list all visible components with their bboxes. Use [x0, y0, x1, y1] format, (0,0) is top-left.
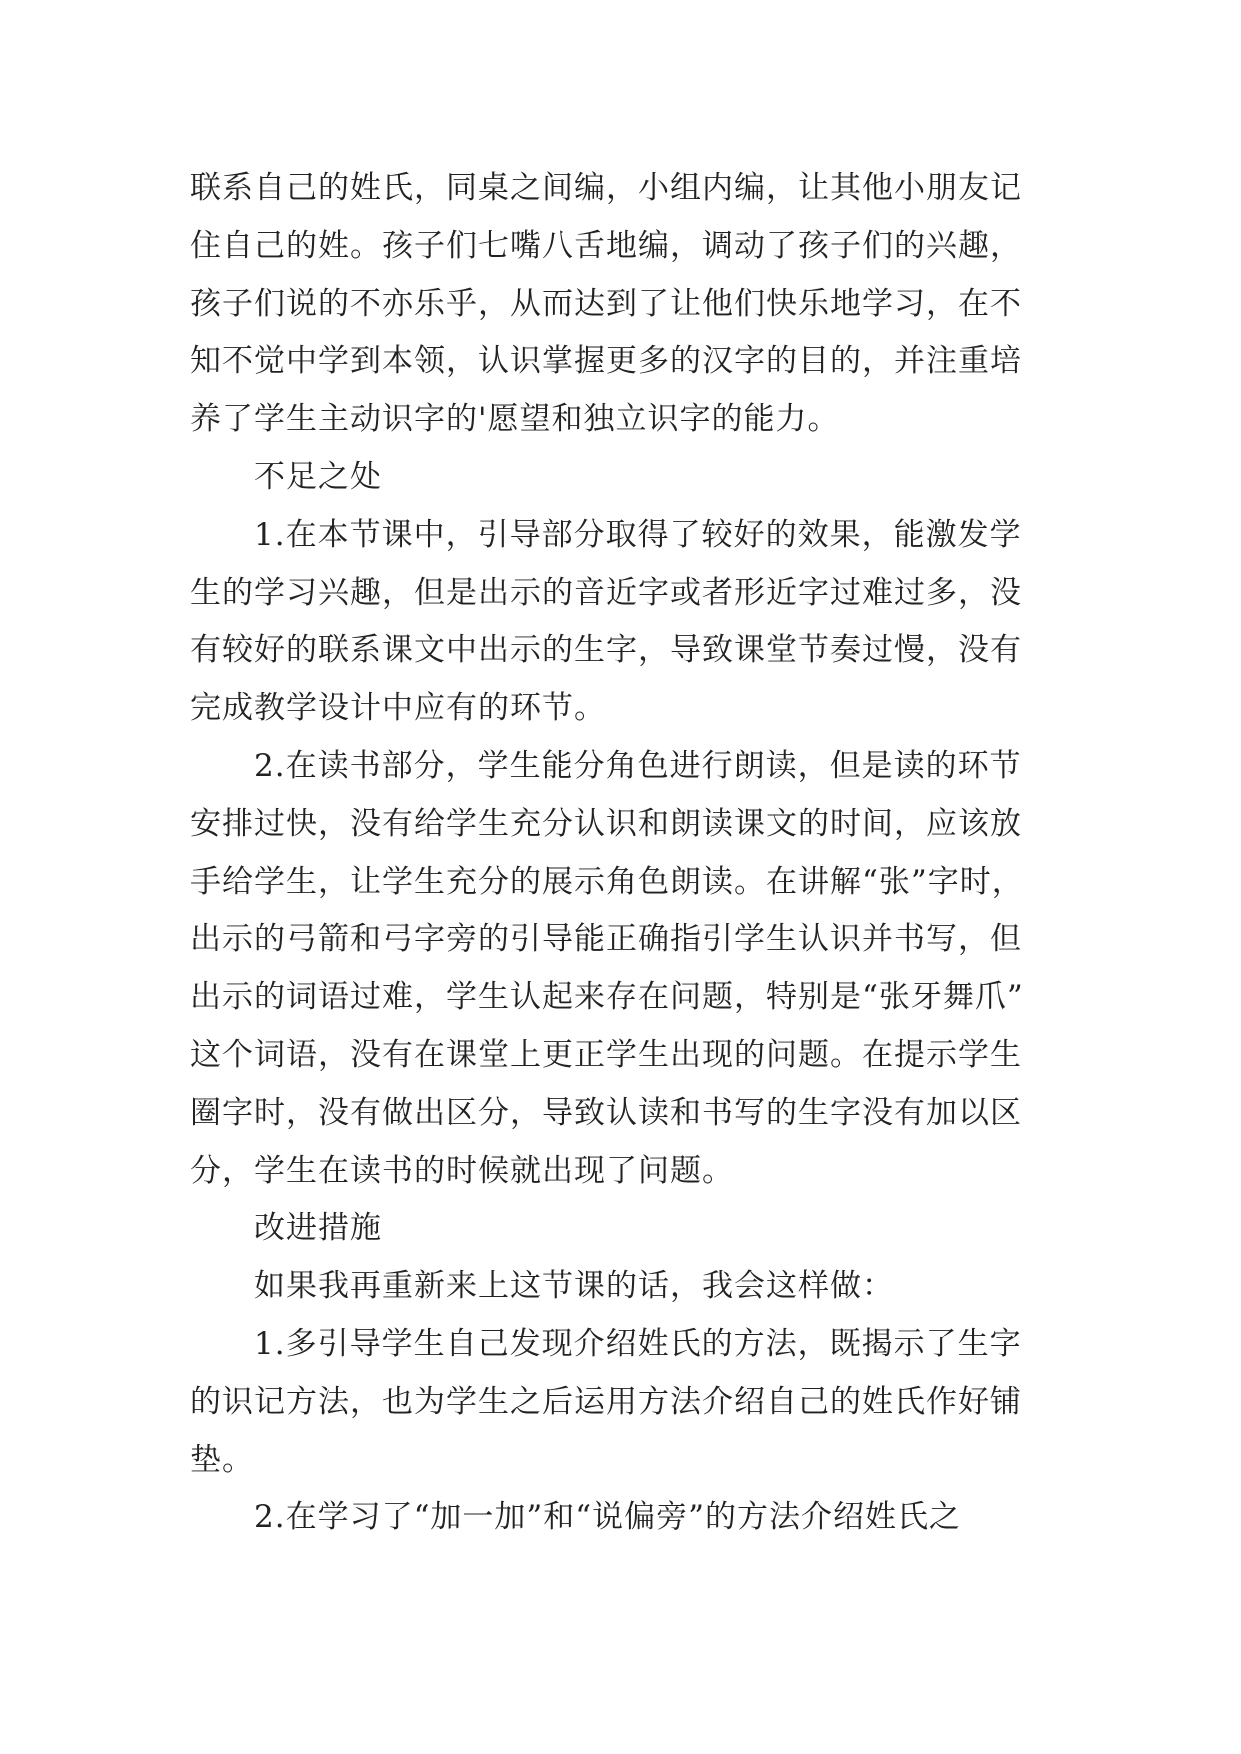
- section-heading-improvements: 改进措施: [254, 1210, 382, 1247]
- text-line: 完成教学设计中应有的环节。: [190, 690, 606, 727]
- text-line: 手给学生，让学生充分的展示角色朗读。在讲解“张”字时，: [190, 863, 1024, 900]
- text-line: 圈字时，没有做出区分，导致认读和书写的生字没有加以区: [190, 1094, 1022, 1131]
- text-line: 联系自己的姓氏，同桌之间编，小组内编，让其他小朋友记: [190, 170, 1022, 206]
- text-line: 住自己的姓。孩子们七嘴八舌地编，调动了孩子们的兴趣，: [190, 227, 1022, 264]
- text-line: 有较好的联系课文中出示的生字，导致课堂节奏过慢，没有: [190, 632, 1022, 669]
- document-body: [190, 160, 1060, 1547]
- text-line: 孩子们说的不亦乐乎，从而达到了让他们快乐地学习，在不: [190, 285, 1022, 322]
- text-line: 出示的弓箭和弓字旁的引导能正确指引学生认识并书写，但: [190, 921, 1022, 958]
- text-line: 分，学生在读书的时候就出现了问题。: [190, 1152, 734, 1189]
- list-item: 1.多引导学生自己发现介绍姓氏的方法，既揭示了生字: [254, 1325, 1022, 1362]
- list-item: 2.在学习了“加一加”和“说偏旁”的方法介绍姓氏之: [254, 1499, 961, 1536]
- text-line: 养了学生主动识字的'愿望和独立识字的能力。: [190, 401, 840, 438]
- list-item: 1.在本节课中，引导部分取得了较好的效果，能激发学: [254, 516, 1022, 553]
- text-line: 知不觉中学到本领，认识掌握更多的汉字的目的，并注重培: [190, 343, 1022, 380]
- text-line: 生的学习兴趣，但是出示的音近字或者形近字过难过多，没: [190, 574, 1022, 611]
- list-item: 2.在读书部分，学生能分角色进行朗读，但是读的环节: [254, 747, 1022, 784]
- text-line: 这个词语，没有在课堂上更正学生出现的问题。在提示学生: [190, 1036, 1022, 1073]
- text-line: 垫。: [190, 1441, 254, 1478]
- text-line: 安排过快，没有给学生充分认识和朗读课文的时间，应该放: [190, 805, 1022, 842]
- text-line: 出示的词语过难，学生认起来存在问题，特别是“张牙舞爪”: [190, 979, 1024, 1016]
- text-line: 如果我再重新来上这节课的话，我会这样做：: [254, 1268, 894, 1305]
- text-line: 的识记方法，也为学生之后运用方法介绍自己的姓氏作好铺: [190, 1383, 1022, 1420]
- section-heading-shortcomings: 不足之处: [254, 458, 382, 495]
